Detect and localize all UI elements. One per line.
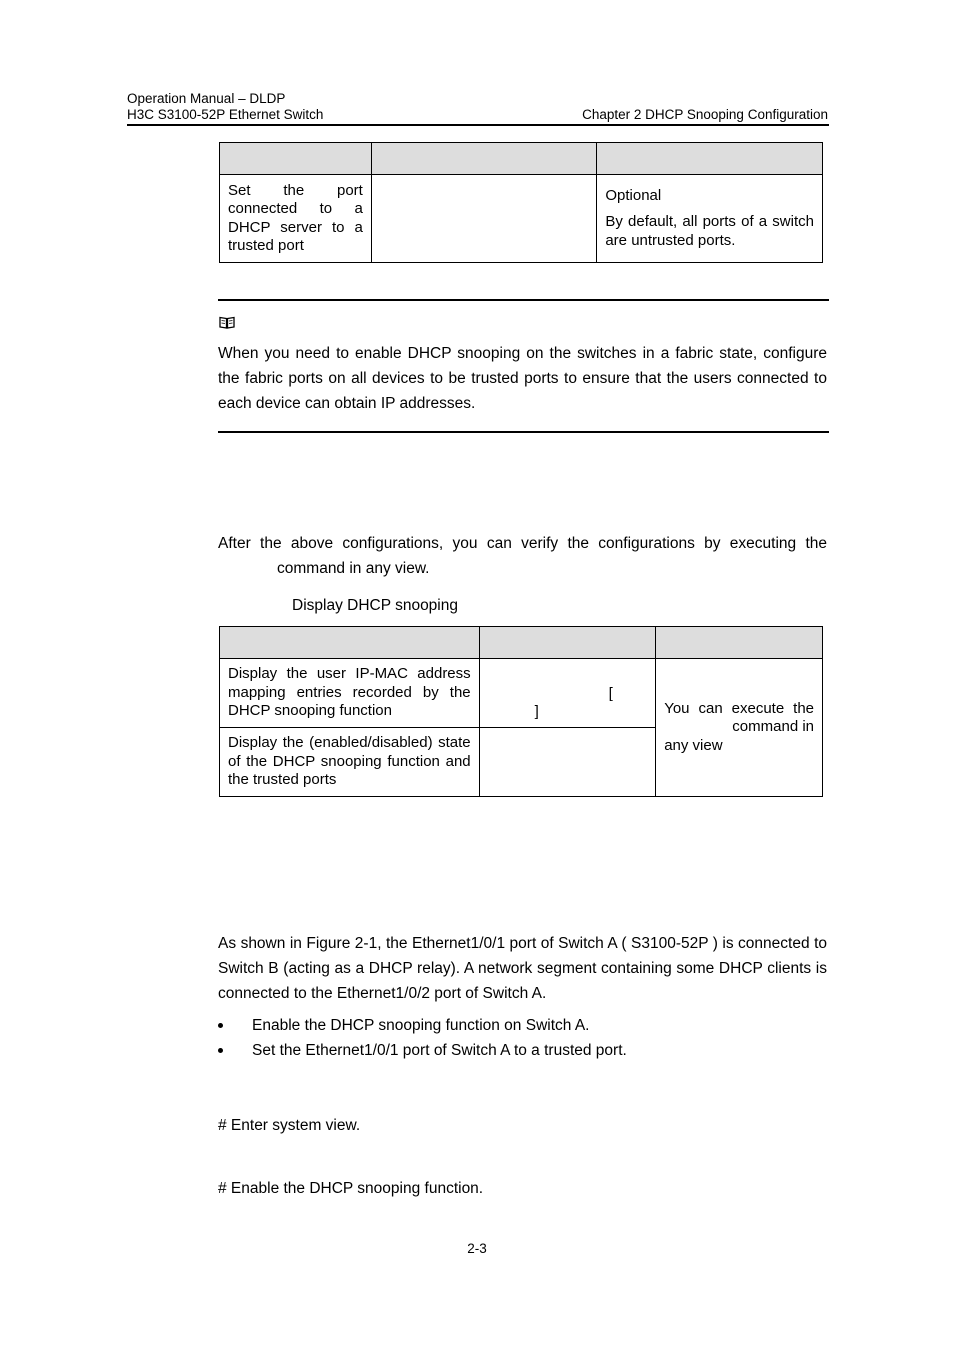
config-table-header-row [220, 143, 823, 175]
step-enable-dhcp-snooping: # Enable the DHCP snooping function. [218, 1180, 484, 1197]
display-paragraph-line2: command in any view. [277, 560, 430, 577]
command-cell [479, 728, 656, 797]
remark-cell [597, 175, 823, 263]
step-enter-system-view: # Enter system view. [218, 1117, 361, 1134]
header-rule [127, 124, 829, 126]
command-cell [371, 175, 597, 263]
config-table [219, 142, 823, 263]
bullet-text: Enable the DHCP snooping function on Switch A. [252, 1017, 590, 1034]
note-bottom-rule [218, 431, 829, 433]
remark-default: By default, all ports of a switch are untrusted ports. [605, 213, 814, 249]
example-paragraph: As shown in Figure 2-1, the Ethernet1/0/1 port of Switch A ( S3100-52P ) is connected to Switch B (acting as a DHCP relay). A network segment containing some DHCP clients is connected to the Ethernet1/0/2 port of Switch A. [218, 935, 827, 1002]
display-table-header-cell [220, 627, 480, 659]
bullet-dot [218, 1048, 223, 1053]
note-text: When you need to enable DHCP snooping on the switches in a fabric state, configure the fabric ports on all devices to be trusted ports to ensure that the users connected to each device can obtain IP addresses. [218, 345, 827, 412]
table-caption: Display DHCP snooping [292, 597, 458, 614]
remark-line1: You can execute the [664, 699, 814, 717]
note-top-rule [218, 299, 829, 301]
bullet-dot [218, 1023, 223, 1028]
command-bracket-open: [ [608, 685, 613, 702]
remark-line3: any view [664, 736, 723, 754]
command-cell [479, 659, 656, 728]
display-table-header-cell [479, 627, 656, 659]
operation-cell: Display the user IP-MAC address mapping entries recorded by the DHCP snooping function [220, 659, 480, 728]
page-number: 2-3 [467, 1241, 487, 1256]
table-row [220, 659, 823, 728]
operation-cell: Set the port connected to a DHCP server to a trusted port [220, 175, 372, 263]
config-table-header-cell [220, 143, 372, 175]
display-table-header-cell [656, 627, 823, 659]
operation-cell: Display the (enabled/disabled) state of the DHCP snooping function and the trusted ports [220, 728, 480, 797]
book-icon [219, 316, 235, 329]
header-chapter-title: Chapter 2 DHCP Snooping Configuration [582, 107, 828, 122]
display-table-header-row [220, 627, 823, 659]
table-row [220, 175, 823, 263]
bullet-text: Set the Ethernet1/0/1 port of Switch A to a trusted port. [252, 1042, 627, 1059]
display-table [219, 626, 823, 797]
config-table-header-cell [371, 143, 597, 175]
display-paragraph-line1: After the above configurations, you can verify the configurations by executing the [218, 535, 827, 552]
remark-line2: command in [732, 718, 814, 736]
header-manual-title: Operation Manual – DLDP [127, 91, 286, 106]
command-bracket-close: ] [534, 703, 539, 720]
header-product-name: H3C S3100-52P Ethernet Switch [127, 107, 324, 122]
remark-optional: Optional [605, 186, 662, 204]
remark-cell [656, 659, 823, 797]
config-table-header-cell [597, 143, 823, 175]
